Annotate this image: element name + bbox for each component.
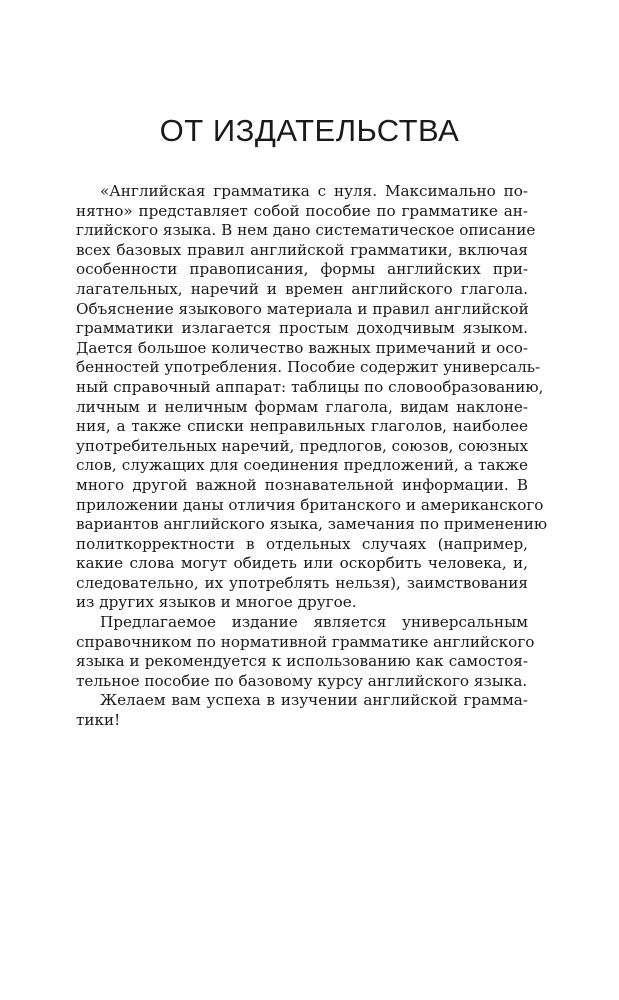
- text-line: всех базовых правил английской грамматики, включая: [76, 240, 528, 259]
- text-line: языка и рекомендуется к использованию как самостоя-: [76, 652, 528, 671]
- text-line: Объяснение языкового материала и правил английской: [76, 299, 529, 318]
- text-line: приложении даны отличия британского и американского: [76, 495, 544, 514]
- text-line: политкорректности в отдельных случаях (например,: [76, 534, 528, 553]
- text-line: следовательно, их употреблять нельзя), заимствования: [76, 573, 528, 592]
- text-line: нятно» представляет собой пособие по грамматике ан-: [76, 201, 528, 220]
- page-heading: ОТ ИЗДАТЕЛЬСТВА: [159, 113, 460, 148]
- text-line: слов, служащих для соединения предложений, а также: [76, 456, 528, 475]
- text-line: много другой важной познавательной информации. В: [76, 475, 528, 494]
- paragraph: [76, 182, 548, 613]
- text-line: ный справочный аппарат: таблицы по словообразованию,: [76, 377, 544, 396]
- text-line: тики!: [76, 711, 121, 730]
- paragraph: [76, 691, 528, 730]
- body-text: [76, 182, 548, 731]
- text-line: Предлагаемое издание является универсальным: [100, 613, 528, 632]
- text-line: вариантов английского языка, замечания по применению: [76, 515, 548, 534]
- text-line: грамматики излагается простым доходчивым языком.: [76, 319, 528, 338]
- text-line: какие слова могут обидеть или оскорбить человека, и,: [76, 554, 528, 573]
- text-line: справочником по нормативной грамматике английского: [76, 632, 535, 651]
- text-line: из других языков и многое другое.: [76, 593, 357, 612]
- text-line: глийского языка. В нем дано систематическое описание: [76, 221, 536, 240]
- text-line: употребительных наречий, предлогов, союзов, союзных: [76, 436, 529, 455]
- text-line: Желаем вам успеха в изучении английской грамма-: [100, 691, 528, 710]
- paragraph: [76, 613, 535, 691]
- text-line: ния, а также списки неправильных глаголов, наиболее: [76, 417, 528, 436]
- text-line: «Английская грамматика с нуля. Максимально по-: [100, 182, 528, 200]
- text-line: особенности правописания, формы английских при-: [76, 260, 528, 279]
- text-line: тельное пособие по базовому курсу английского языка.: [76, 671, 528, 690]
- text-line: Дается большое количество важных примечаний и осо-: [76, 338, 528, 357]
- text-line: личным и неличным формам глагола, видам наклоне-: [76, 397, 528, 416]
- text-line: бенностей употребления. Пособие содержит универсаль-: [76, 358, 541, 377]
- text-line: лагательных, наречий и времен английского глагола.: [76, 279, 528, 298]
